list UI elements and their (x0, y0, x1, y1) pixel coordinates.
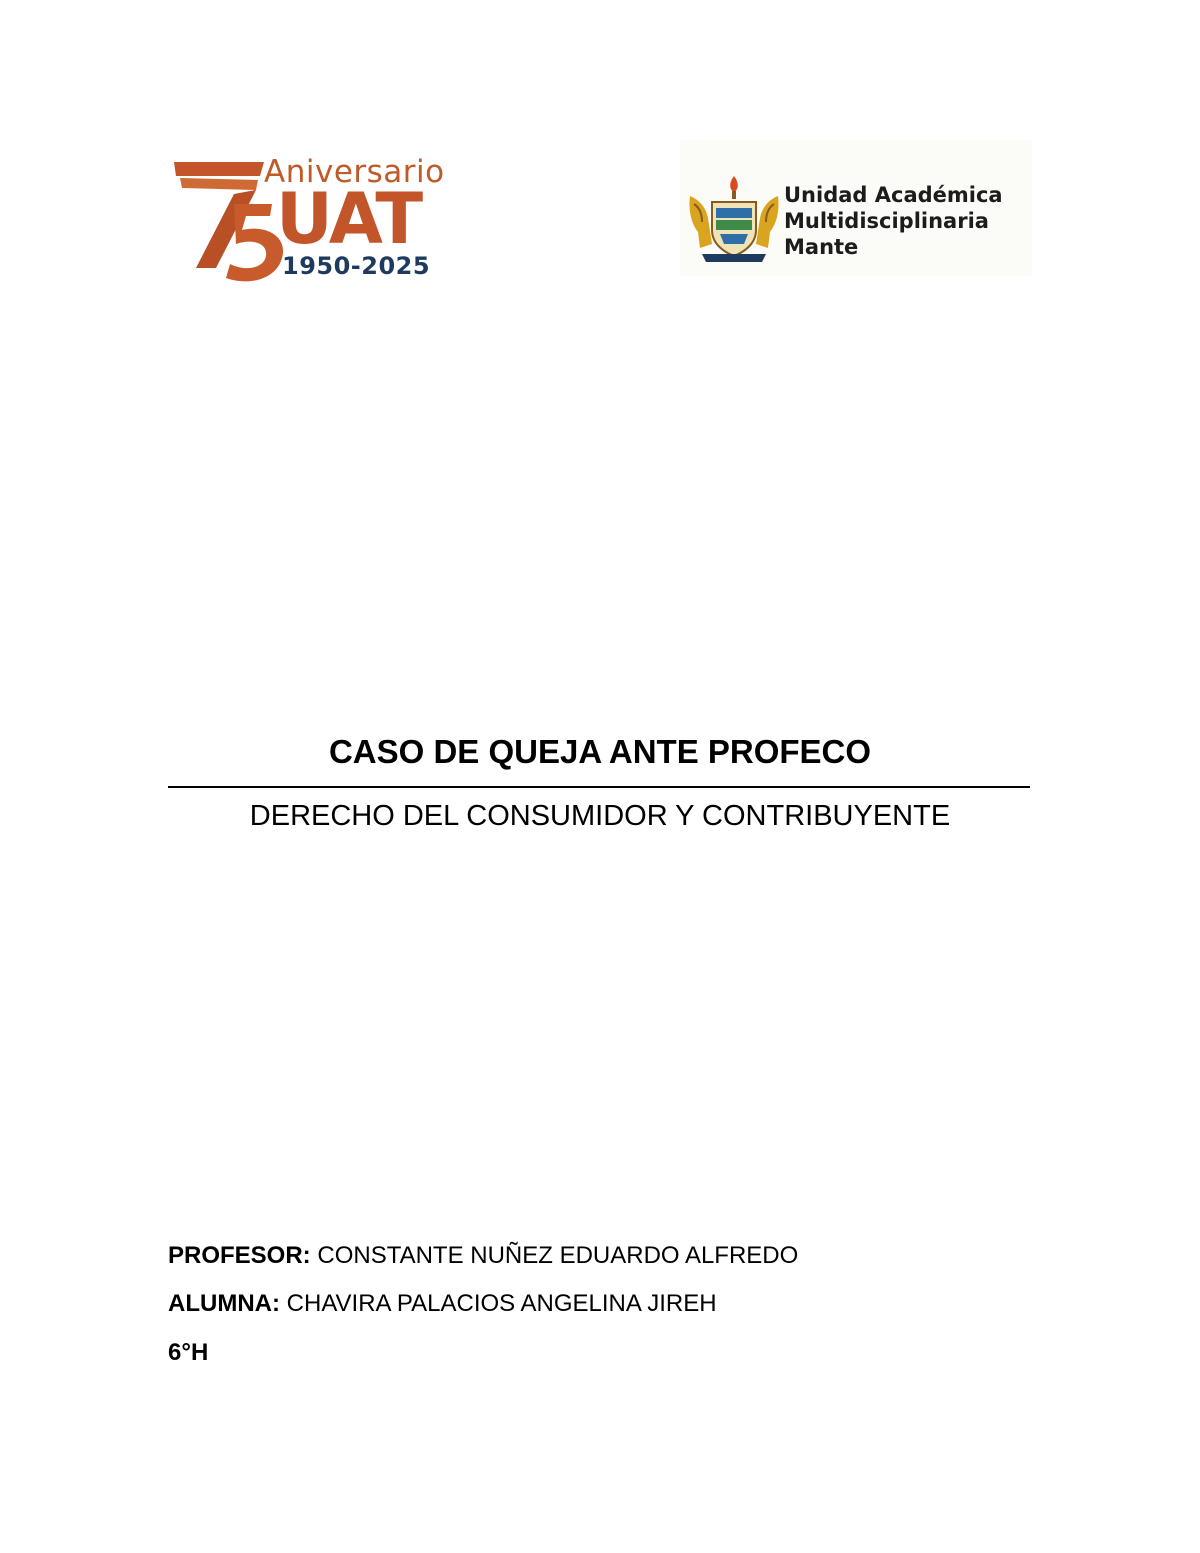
uam-line-2: Multidisciplinaria (784, 209, 989, 233)
uat-aniversario-text: Aniversario (264, 154, 445, 190)
title-divider (168, 786, 1030, 788)
uam-name-text (784, 182, 1003, 260)
student-name: CHAVIRA PALACIOS ANGELINA JIREH (286, 1290, 717, 1317)
uat-acronym: UAT (276, 178, 422, 260)
student-label: ALUMNA: (168, 1290, 280, 1317)
uat-years: 1950-2025 (282, 252, 431, 280)
document-subtitle: DERECHO DEL CONSUMIDOR Y CONTRIBUYENTE (249, 800, 951, 832)
uam-line-1: Unidad Académica (784, 183, 1003, 207)
uam-line-3: Mante (784, 235, 859, 259)
student-line (168, 1290, 717, 1318)
professor-name: CONSTANTE NUÑEZ EDUARDO ALFREDO (317, 1242, 799, 1269)
professor-label: PROFESOR: (168, 1242, 311, 1269)
professor-line (168, 1242, 798, 1270)
document-title: CASO DE QUEJA ANTE PROFECO (328, 733, 872, 770)
university-crest-icon (686, 174, 782, 264)
uat-anniversary-logo (172, 150, 452, 290)
group-label: 6°H (168, 1339, 209, 1366)
uam-mante-logo (680, 140, 1032, 276)
